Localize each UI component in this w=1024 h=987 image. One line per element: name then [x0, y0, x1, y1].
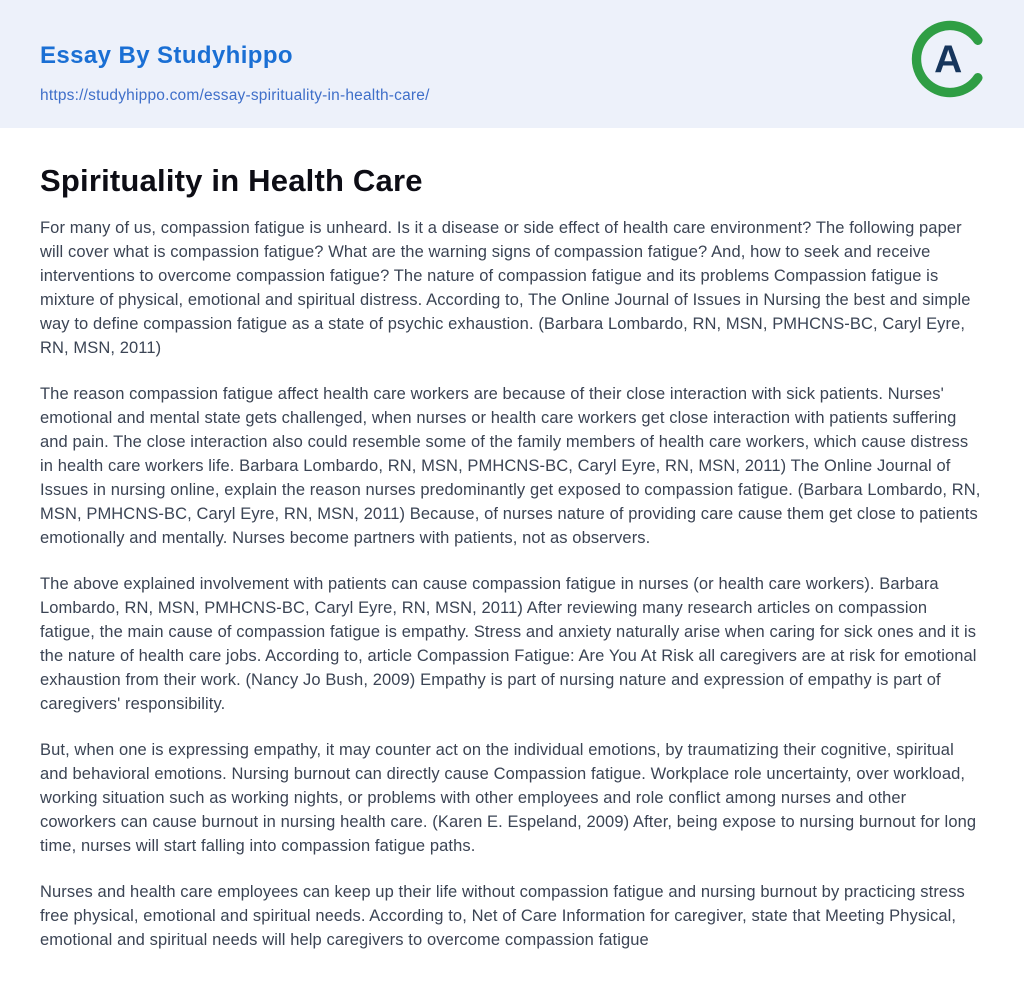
article-paragraph: Nurses and health care employees can keep up their life without compassion fatigue and nursing burnout by practicing stress free physical, emotional and spiritual needs. According to, Net of Care Information for caregiver, state that Meeting Physical, emotional and spiritual needs will help caregivers to overcome compassion fatigue — [40, 883, 965, 949]
studyhippo-logo[interactable] — [910, 20, 988, 98]
article-title: Spirituality in Health Care — [40, 163, 423, 198]
article-paragraph: But, when one is expressing empathy, it may counter act on the individual emotions, by traumatizing their cognitive, spiritual and behavioral emotions. Nursing burnout can directly cause Compassion fatigue. Workplace role uncertainty, over workload, working situation such as working nights, or problems with other employees and role conflict among nurses and other coworkers can cause burnout in nursing health care. (Karen E. Espeland, 2009) After, being expose to nursing burnout for long time, nurses will start falling into compassion fatigue paths. — [40, 741, 977, 855]
studyhippo-logo-icon — [910, 20, 988, 98]
article-paragraph: For many of us, compassion fatigue is unheard. Is it a disease or side effect of health care environment? The following paper will cover what is compassion fatigue? What are the warning signs of compassion fatigue? And, how to seek and receive interventions to overcome compassion fatigue? The nature of compassion fatigue and its problems Compassion fatigue is mixture of physical, emotional and spiritual distress. According to, The Online Journal of Issues in Nursing the best and simple way to define compassion fatigue as a state of psychic exhaustion. (Barbara Lombardo, RN, MSN, PMHCNS-BC, Caryl Eyre, RN, MSN, 2011) — [40, 219, 971, 357]
site-title-link[interactable]: Essay By Studyhippo — [40, 42, 293, 69]
page-url-link[interactable]: https://studyhippo.com/essay-spirituality-in-health-care/ — [40, 87, 430, 104]
article-content — [0, 128, 1024, 952]
article-paragraph: The above explained involvement with patients can cause compassion fatigue in nurses (or health care workers). Barbara Lombardo, RN, MSN, PMHCNS-BC, Caryl Eyre, RN, MSN, 2011) After reviewing many research articles on compassion fatigue, the main cause of compassion fatigue is empathy. Stress and anxiety naturally arise when caring for sick ones and it is the nature of health care jobs. According to, article Compassion Fatigue: Are You At Risk all caregivers are at risk for emotional exhaustion from their work. (Nancy Jo Bush, 2009) Empathy is part of nursing nature and expression of empathy is part of caregivers' responsibility. — [40, 575, 977, 713]
logo-letter: A — [934, 38, 963, 82]
page-header — [0, 0, 1024, 128]
article-body — [40, 216, 984, 952]
article-paragraph: The reason compassion fatigue affect health care workers are because of their close interaction with sick patients. Nurses' emotional and mental state gets challenged, when nurses or health care workers get close interaction with patients suffering and pain. The close interaction also could resemble some of the family members of health care workers, which cause distress in health care workers life. Barbara Lombardo, RN, MSN, PMHCNS-BC, Caryl Eyre, RN, MSN, 2011) The Online Journal of Issues in nursing online, explain the reason nurses predominantly get exposed to compassion fatigue. (Barbara Lombardo, RN, MSN, PMHCNS-BC, Caryl Eyre, RN, MSN, 2011) Because, of nurses nature of providing care cause them get close to patients emotionally and mentally. Nurses become partners with patients, not as observers. — [40, 385, 981, 547]
